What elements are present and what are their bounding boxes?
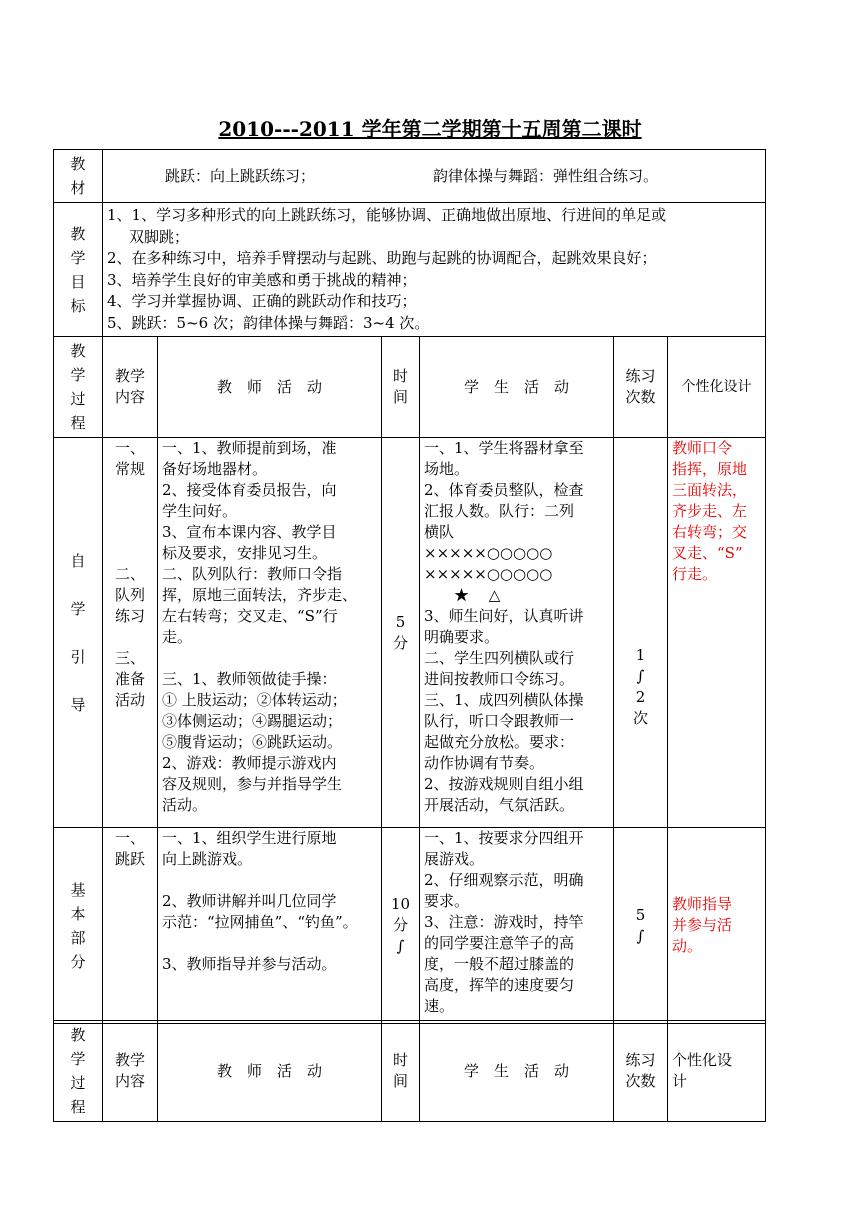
text-line: 练习 [114,607,145,625]
materials-label-text [58,152,98,200]
text-line: 队列 [114,586,145,604]
section1-teacher-lines [162,438,377,816]
text-line: 齐步走、左 [672,502,748,520]
goals-label [54,203,103,337]
char: 教 [70,1026,86,1044]
wrapped-line: 练习 [625,1051,656,1069]
text-line: 2 [635,687,646,706]
text-line: 走。 [162,628,193,646]
section1-count [614,438,668,828]
text-line: 进间按教师口令练习。 [424,670,575,688]
char: 程 [70,414,86,432]
section1-teacher [158,438,382,828]
text-line: 三、 [114,649,145,667]
section1-count-lines [618,645,663,729]
materials-cell [103,150,766,203]
text-line: 1 [635,645,646,664]
section2-teacher [158,828,382,1024]
text-line: 活动 [114,691,145,709]
t2-header-teacher: 教 师 活 动 [158,1021,382,1122]
text-line: 分 [392,916,408,934]
char: 学 [70,1050,86,1068]
section2-student-lines [424,828,609,1017]
text-line: 度，一般不超过膝盖的 [424,955,575,973]
t2-header-process [54,1021,103,1122]
text-line: 指挥，原地 [672,460,748,478]
wrapped-line: 计 [672,1072,688,1090]
char: 过 [70,1074,86,1092]
t2-header-student: 学 生 活 动 [420,1021,614,1122]
text-line: 展游戏。 [424,850,485,868]
text-line: ∫ [396,937,405,955]
section2-time [382,828,420,1024]
section2-design-lines [672,894,761,957]
char: 导 [70,695,86,714]
text-line: 动作协调有节奏。 [424,754,545,772]
text-line: 3、注意：游戏时，持竿 [424,913,584,931]
section2-time-lines [386,894,415,957]
char: 部 [70,928,86,947]
text-line: 左右转弯；交叉走、“S”行 [162,607,338,625]
text-line: 动。 [672,937,703,955]
wrapped-line: 时 [392,1051,408,1069]
materials-label [54,150,103,203]
text-line: 速。 [424,997,455,1015]
text-line: 10 [390,895,411,913]
text-line: 并参与活 [672,916,733,934]
text-line: 横队 [424,523,455,541]
goal-line-3: 2、在多种练习中，培养手臂摆动与起跳、助跑与起跳的协调配合，起跳效果良好； [107,249,657,267]
section2-content-lines [107,828,153,870]
t2-header-time [382,1021,420,1122]
wrapped-line: 次数 [625,1072,656,1090]
t2-header-time-text [386,1050,415,1092]
text-line: 向上跳游戏。 [162,850,253,868]
wrapped-line: 内容 [114,1072,145,1090]
text-line: 3、师生问好，认真听讲 [424,607,584,625]
text-line: 准备 [114,670,145,688]
text-line: 一、 [114,829,145,847]
t2-header-content [103,1021,158,1122]
section1-label [54,438,103,828]
char: 过 [70,390,86,408]
goal-line-5: 4、学习并掌握协调、正确的跳跃动作和技巧； [107,292,417,310]
char: 程 [70,1098,86,1116]
section2-design [668,828,766,1024]
text-line: 的同学要注意竿子的高 [424,934,575,952]
text-line: 容及规则，参与并指导学生 [162,775,343,793]
text-line: 队行，听口令跟教师一 [424,712,575,730]
text-line: 示范：“拉网捕鱼”、“钓鱼”。 [162,913,358,931]
text-line: 行走。 [672,565,718,583]
section1-content-lines [107,438,153,711]
header-content-text [107,366,153,408]
wrapped-line: 时 [392,367,408,385]
lesson-plan-table-2 [53,1020,766,1122]
text-line: 次 [632,708,648,727]
section1-label-text [58,537,98,729]
text-line: 一、 [114,439,145,457]
goal-line-6: 5、跳跃：5~6 次；韵律体操与舞蹈：3~4 次。 [107,313,430,332]
text-line: 2、仔细观察示范，明确 [424,871,584,889]
t2-header-design [668,1021,766,1122]
t2-header-design-text [672,1050,761,1092]
text-line: 一、1、学生将器材拿至 [424,439,584,457]
section1-content [103,438,158,828]
text-line [107,522,153,543]
text-line: ⑤腹背运动；⑥跳跃运动。 [162,733,343,751]
header-time-text [386,366,415,408]
char: 教 [70,342,86,360]
char: 本 [70,904,86,923]
text-line: ∫ [636,926,645,945]
section2-teacher-lines [162,828,377,975]
text-line: 挥，原地三面转法，齐步走、 [162,586,358,604]
section2-count [614,828,668,1024]
char: 自 [70,551,86,570]
text-line [162,648,377,669]
char: 教 [70,224,86,243]
char: 标 [70,296,86,315]
text-line: 5 [635,905,646,924]
materials-item-1: 跳跃：向上跳跃练习； [165,166,316,185]
section1-time [382,438,420,828]
section2-label-text [58,878,98,974]
text-line: 一、1、组织学生进行原地 [162,829,337,847]
text-line [107,501,153,522]
wrapped-line: 教学 [114,1051,145,1069]
section1-design [668,438,766,828]
text-line [162,933,377,954]
text-line: 汇报人数。队行：二列 [424,502,575,520]
text-line: ×××××○○○○○ [424,544,553,562]
page-title: 2010---2011 学年第二学期第十五周第二课时 [218,117,642,141]
section2-label [54,828,103,1024]
text-line: 分 [392,633,408,652]
text-line: 3、宣布本课内容、教学目 [162,523,337,541]
text-line: 教师口令 [672,439,733,457]
header-content [103,337,158,438]
text-line: 一、1、按要求分四组开 [424,829,584,847]
text-line: 三、1、成四列横队体操 [424,691,584,709]
text-line: 右转弯；交 [672,523,748,541]
char: 引 [70,647,86,666]
wrapped-line: 教学 [114,367,145,385]
text-line: 二、 [114,565,145,583]
char: 教 [70,155,86,173]
wrapped-line: 次数 [625,388,656,406]
header-count [614,337,668,438]
text-line: 2、教师讲解并叫几位同学 [162,892,337,910]
header-student: 学 生 活 动 [420,337,614,438]
header-design: 个性化设计 [668,337,766,438]
text-line: ∫ [636,666,645,685]
text-line [107,627,153,648]
goal-line-2: 双脚跳； [129,227,190,246]
text-line: 2、接受体育委员报告，向 [162,481,337,499]
text-line: ★ △ [424,586,501,604]
header-process [54,337,103,438]
char: 学 [70,599,86,618]
text-line: 跳跃 [114,850,145,868]
char: 材 [70,179,86,197]
text-line [107,480,153,501]
goal-line-1: 1、1、学习多种形式的向上跳跃练习，能够协调、正确地做出原地、行进间的单足或 [107,206,667,224]
text-line: 明确要求。 [424,628,500,646]
char: 学 [70,366,86,384]
wrapped-line: 练习 [625,367,656,385]
text-line: 2、游戏：教师提示游戏内 [162,754,337,772]
t2-header-count-text [618,1050,663,1092]
materials-item-2: 韵律体操与舞蹈：弹性组合练习。 [433,166,659,185]
goals-cell [103,203,766,337]
t2-header-process-text [58,1023,98,1119]
wrapped-line: 间 [392,388,408,406]
header-teacher: 教 师 活 动 [158,337,382,438]
wrapped-line: 内容 [114,388,145,406]
header-process-text [58,339,98,435]
text-line: 二、队列队行：教师口令指 [162,565,343,583]
text-line: 要求。 [424,892,470,910]
text-line: 活动。 [162,796,208,814]
text-line: 叉走、“S” [672,544,743,562]
section1-time-lines [386,612,415,654]
text-line [107,543,153,564]
text-line: 3、教师指导并参与活动。 [162,955,337,973]
text-line: 常规 [114,460,145,478]
section1-design-lines [672,438,761,585]
lesson-plan-table [53,149,766,1024]
goal-line-4: 3、培养学生良好的审美感和勇于挑战的精神； [107,270,417,289]
t2-header-count [614,1021,668,1122]
text-line: 学生问好。 [162,502,238,520]
text-line: 5 [395,612,406,631]
text-line: ③体侧运动；④踢腿运动； [162,712,343,730]
text-line: 2、按游戏规则自组小组 [424,775,584,793]
text-line: ① 上肢运动；②体转运动； [162,691,347,709]
text-line: 标及要求，安排见习生。 [162,544,328,562]
section1-student-lines [424,438,609,816]
header-count-text [618,366,663,408]
text-line: 场地。 [424,460,470,478]
text-line [162,870,377,891]
text-line: 高度，挥竿的速度要匀 [424,976,575,994]
text-line: 一、1、教师提前到场，准 [162,439,337,457]
section2-content [103,828,158,1024]
text-line: ×××××○○○○○ [424,565,553,583]
char: 学 [70,248,86,267]
text-line: 起做充分放松。要求： [424,733,575,751]
char: 分 [70,952,86,971]
char: 目 [70,272,86,291]
char: 基 [70,880,86,899]
text-line: 备好场地器材。 [162,460,268,478]
section2-student [420,828,614,1024]
text-line: 二、学生四列横队或行 [424,649,575,667]
header-time [382,337,420,438]
text-line: 开展活动，气氛活跃。 [424,796,575,814]
wrapped-line: 个性化设 [672,1051,733,1069]
goals-label-text [58,222,98,318]
text-line: 三、1、教师领做徒手操： [162,670,337,688]
wrapped-line: 间 [392,1072,408,1090]
text-line: 三面转法， [672,481,748,499]
text-line: 教师指导 [672,895,733,913]
section2-count-lines [618,905,663,947]
text-line: 2、体育委员整队，检查 [424,481,584,499]
t2-header-content-text [107,1050,153,1092]
section1-student [420,438,614,828]
